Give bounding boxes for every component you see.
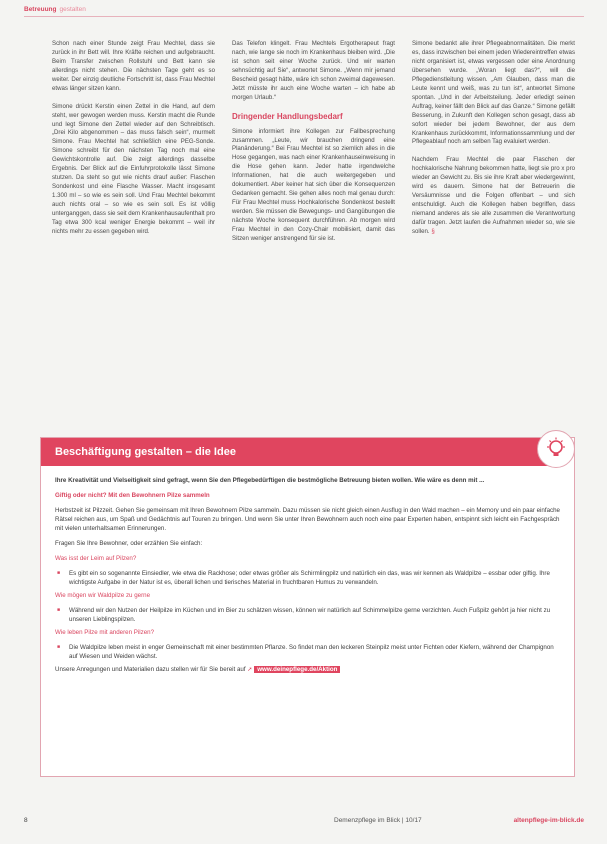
page-footer — [24, 817, 584, 829]
end-mark: § — [431, 227, 435, 235]
paragraph: Simone bedankt alle ihrer Pflegeabnormalitäten. Die merkt es, dass inzwischen bei einem jeden Wiedereintreffen etwas nicht organisiert ist, etwas vergessen oder eine Anordnung übersehen wurde. „Woran liegt das?“, will die Pflegedienstleitung wissen. „Am Glauben, dass man die Leute kennt und weiß, was zu tun ist“, antwortet Simone spontan. „Und in der Arbeitsteilung. Jeder erledigt seinen Auftrag, keiner fällt den Blick auf das Ganze.“ Simone gefällt Besserung, in Zukunft den Kollegen schon gesagt, dass ab sofort wieder bei jedem Bewohner, der aus dem Krankenhaus zurückkommt, Informationssammlung und der Pflegeablauf noch am selben Tag evaluiert werden. — [412, 40, 575, 146]
idea-box — [40, 437, 575, 777]
link-icon: ➚ — [247, 666, 253, 673]
bullet-list — [55, 569, 560, 587]
paragraph: Simone drückt Kerstin einen Zettel in die Hand, auf dem steht, wer gewogen werden muss. Kerstin macht die Runde und legt Simone den Zettel wieder auf den Schreibtisch. „Drei Kilo abgenommen – das muss falsch sein“, murmelt Simone. Frau Mechtel hat schließlich eine PEG-Sonde. Simone schreibt für den nächsten Tag noch mal eine Gewichtskontrolle auf. Die zeigt allerdings dasselbe Ergebnis. Der Blick auf die Einfuhrprotokolle lässt Simone stutzen. Da steht so gut wie nichts drauf außer: Flaschen Sondenkost und eine Flasche Wasser. Macht insgesamt 1.300 ml – so wie es sein soll. Und Frau Mechtel bekommt auch nichts oral – so wie es sein soll. Es ist völlig unterganggen, dass sie seit dem Krankenhausaufenthalt pro Tag etwa 300 kcal weniger Energie bekommt – weil ihr nichts mehr zu essen gegeben wird. — [52, 102, 215, 235]
idea-box-body — [55, 476, 560, 680]
list-item: ■ Während wir den Nutzen der Heilpilze im Küchen und im Bier zu schätzen wissen, können wir natürlich auf Schimmelpilze gerne verzichten. Auch Fußpilz gehört ja hier nicht zu unseren Lieblingspilzen. — [65, 606, 560, 624]
header-section: Betreuung — [24, 6, 57, 13]
article-column-2 — [232, 40, 395, 253]
paragraph: Schon nach einer Stunde zeigt Frau Mechtel, dass sie zurück in ihr Bett will. Ihre Kräfte reichen und aufgebraucht. Beim Transfer zwischen Rollstuhl und Bett kann sie allerdings nicht stehen. Die nächsten Tage geht es so weiter. Der einzig deutliche Fortschritt ist, dass Frau Mechtel etwas länger sitzen kann. — [52, 40, 215, 92]
idea-intro: Ihre Kreativität und Vielseitigkeit sind gefragt, wenn Sie den Pflegebedürftigen die bestmögliche Betreuung bieten wollen. Wie wäre es denn mit ... — [55, 477, 485, 484]
header-subsection: gestalten — [59, 6, 86, 13]
paragraph: Herbstzeit ist Pilzzeit. Gehen Sie gemeinsam mit Ihren Bewohnern Pilze sammeln. Dazu müssen sie nicht gleich einen Ausflug in den Wald machen – ein Memory und ein paar einfache Rätsel reichen aus, um Spaß und Gedächtnis auf Touren zu bringen. Und wenn Sie unter Ihren Bewohnern auch noch eine paar Experten haben, entspinnt sich leicht ein Fachgespräch mit vielen unterhaltsamen Erinnerungen. — [55, 507, 560, 532]
resource-link[interactable]: www.deinepflege.de/Aktion — [254, 666, 340, 673]
page-number: 8 — [24, 817, 28, 824]
running-header — [24, 6, 584, 20]
resource-text: Unsere Anregungen und Materialien dazu stellen wir für Sie bereit auf — [55, 666, 246, 673]
bullet-list — [55, 643, 560, 661]
list-item: ■ Die Waldpilze leben meist in enger Gemeinschaft mit einer bestimmten Pflanze. So findet man den leckeren Steinpilz meist unter Fichten oder Kiefern, während der Champignon auf Wiesen und Weiden wächst. — [65, 643, 560, 661]
question-title: Wie leben Pilze mit anderen Pilzen? — [55, 629, 155, 636]
idea-box-title: Beschäftigung gestalten – die Idee — [41, 438, 555, 466]
bullet-list — [55, 606, 560, 624]
article-column-3 — [412, 40, 575, 246]
section-heading: Dringender Handlungsbedarf — [232, 111, 343, 121]
article-column-1 — [52, 40, 215, 246]
paragraph: Das Telefon klingelt. Frau Mechtels Ergotherapeut fragt nach, wie lange sie noch im Krankenhaus bleiben wird. „Die ist schon seit einer Woche zurück. Und wir warten sehnsüchtig auf Sie“, antwortet Simone. „Wenn mir jemand Bescheid gesagt hätte, wäre ich schon zweimal dagewesen. Jetzt müsste ihr auch eine Woche warten – ich habe ab morgen Urlaub.“ — [232, 40, 395, 101]
resource-line — [55, 665, 560, 674]
header-rule — [24, 16, 584, 17]
magazine-issue: Demenzpflege im Blick | 10/17 — [334, 817, 422, 824]
paragraph: Simone informiert ihre Kollegen zur Fallbesprechung zusammen. „Leute, wir brauchen dringend eine Planänderung.“ Bei Frau Mechtel ist so ziemlich alles in die Hose gegangen, was nach einer Krankenhauseinweisung in die Hose gehen kann. Jeder hatte irgendwelche Informationen, hat die auch weitergegeben und dokumentiert. Aber keiner hat sich über die Konsequenzen Gedanken gemacht. Sie gehen alles noch mal genau durch: Für Frau Mechtel muss Hochkalorische Sondenkost bestellt werden. Sie müssen die Bewegungs- und Gangübungen die nächste Woche konsequent durchführen. Ab morgen wird Frau Mechtel in den Cozy-Chair mobilisiert, damit das Sitzen weniger anstrengend für sie ist. — [232, 127, 395, 242]
idea-section-title: Giftig oder nicht? Mit den Bewohnern Pilze sammeln — [55, 492, 210, 499]
list-item: ■ Es gibt ein so sogenannte Einsiedler, wie etwa die Rackhose; oder etwas größer als Schirmlingpilz und natürlich ein das, was wir kennen als Waldpilze – essbar oder giftig. Ihre wichtigste Aufgabe in der Natur ist es, überall lichen und tierisches Material in fruchtbaren Humus zu verwandeln. — [65, 569, 560, 587]
question-title: Wie mögen wir Waldpilze zu gerne — [55, 592, 151, 599]
lightbulb-icon — [537, 430, 575, 468]
paragraph — [412, 156, 575, 237]
paragraph: Fragen Sie Ihre Bewohner, oder erzählen Sie einfach: — [55, 540, 203, 547]
question-title: Was isst der Leim auf Pilzen? — [55, 555, 137, 562]
website-link[interactable]: altenpflege-im-blick.de — [513, 817, 584, 824]
paragraph-text: Nachdem Frau Mechtel die paar Flaschen der hochkalorische Nahrung bekommen hatte, liegt sie pro x pro wieder an Gewicht zu. Bis sie ihre Kraft aber wiedergewinnt, wird es dauern. Simone hat der Betreuerin die Versäumnisse und die Folgen offenbart – und sich entschuldigt. Auch die Kollegen haben begriffen, dass niemand anderes als sie alle zusammen die Verantwortung dafür tragen. Jetzt laufen die Aufnahmen wieder so, wie sie sollen. — [412, 156, 575, 235]
